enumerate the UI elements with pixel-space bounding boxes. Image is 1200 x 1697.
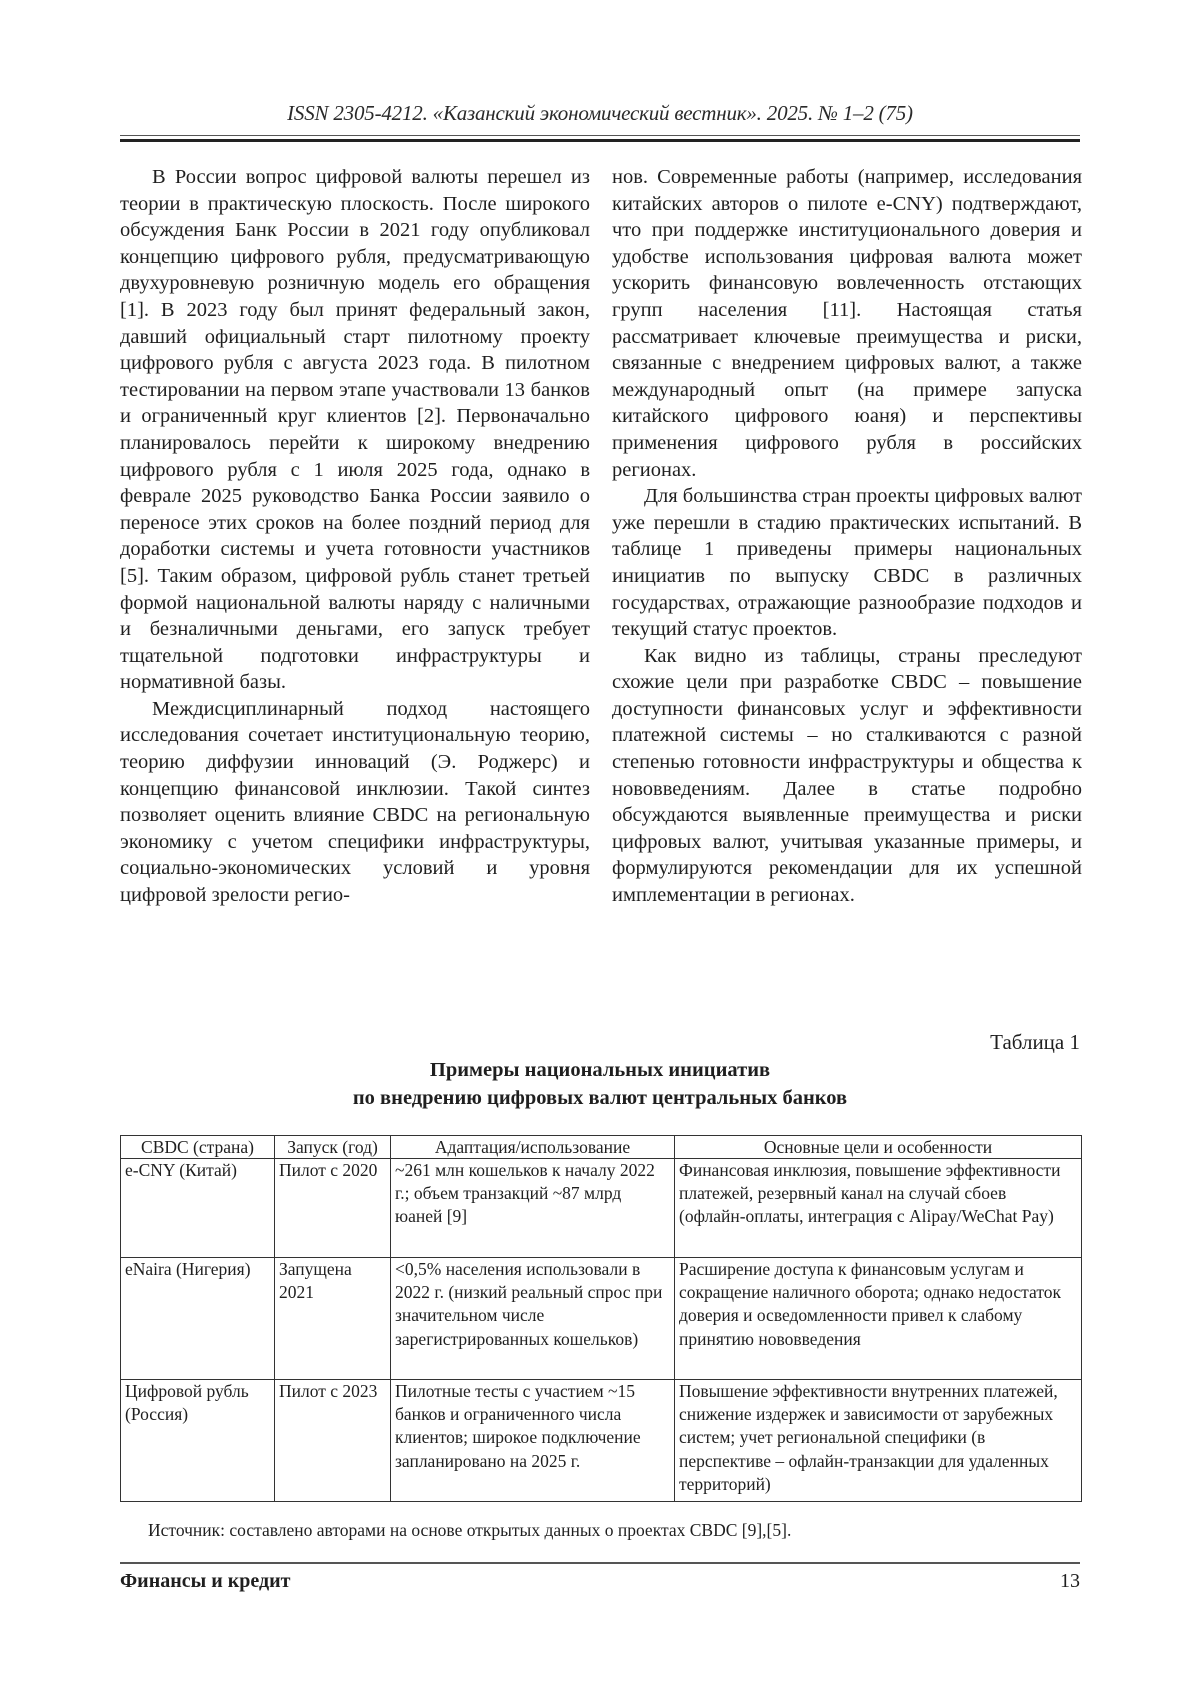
paragraph: нов. Современные работы (например, исследования китайских авторов о пилоте e-CNY) подтверждают, что при поддержке институционального доверия и удобстве использования цифровая валюта может ускорить финансовую вовлеченность отстающих групп населения [11]. Настоящая статья рассматривает ключевые преимущества и риски, связанные с внедрением цифровых валют, а также международный опыт (на примере запуска китайского цифрового юаня) и перспективы применения цифрового рубля в российских регионах. bbox=[612, 166, 1082, 481]
table-label: Таблица 1 bbox=[990, 1030, 1080, 1054]
column-header: CBDC (страна) bbox=[121, 1136, 275, 1159]
footer-section-title: Финансы и кредит bbox=[120, 1570, 291, 1592]
paragraph: Междисциплинарный подход настоящего исследования сочетает институциональную теорию, теорию диффузии инноваций (Э. Роджерс) и концепцию финансовой инклюзии. Такой синтез позволяет оценить влияние CBDC на региональную экономику с учетом специфики инфраструктуры, социально-экономических условий и уровня цифровой зрелости регио- bbox=[120, 697, 590, 907]
right-column bbox=[612, 164, 1082, 909]
header-rule bbox=[120, 135, 1080, 136]
table-cell: eNaira (Нигерия) bbox=[121, 1258, 275, 1380]
header-rule-thick bbox=[120, 139, 1080, 142]
column-header: Основные цели и особенности bbox=[675, 1136, 1082, 1159]
paragraph: Как видно из таблицы, страны преследуют схожие цели при разработке CBDC – повышение доступности финансовых услуг и эффективности платежной системы – но сталкиваются с разной степенью готовности инфраструктуры и общества к нововведениям. Далее в статье подробно обсуждаются выявленные преимущества и риски цифровых валют, учитывая указанные примеры, и формулируются рекомендации для их успешной имплементации в регионах. bbox=[612, 644, 1082, 907]
table-cell: Запущена 2021 bbox=[275, 1258, 391, 1380]
table-row bbox=[121, 1258, 1082, 1380]
table-cell: Пилот с 2023 bbox=[275, 1380, 391, 1502]
table-source-note: Источник: составлено авторами на основе открытых данных о проектах CBDC [9],[5]. bbox=[148, 1520, 792, 1540]
footer-rule bbox=[120, 1562, 1080, 1564]
table-title bbox=[120, 1056, 1080, 1112]
table-header-row bbox=[121, 1136, 1082, 1159]
table-cell: Финансовая инклюзия, повышение эффективности платежей, резервный канал на случай сбоев (офлайн-оплаты, интеграция с Alipay/WeChat Pay) bbox=[675, 1159, 1082, 1258]
table-cell: e-CNY (Китай) bbox=[121, 1159, 275, 1258]
left-column bbox=[120, 164, 590, 909]
table-row bbox=[121, 1380, 1082, 1502]
table-cell: Пилот с 2020 bbox=[275, 1159, 391, 1258]
table-cell: Расширение доступа к финансовым услугам и сокращение наличного оборота; однако недостаток доверия и осведомленности привел к слабому принятию нововведения bbox=[675, 1258, 1082, 1380]
page-number: 13 bbox=[1060, 1570, 1080, 1592]
table-cell: Повышение эффективности внутренних платежей, снижение издержек и зависимости от зарубежных систем; учет региональной специфики (в перспективе – офлайн-транзакции для удаленных территорий) bbox=[675, 1380, 1082, 1502]
running-head: ISSN 2305-4212. «Казанский экономический вестник». 2025. № 1–2 (75) bbox=[287, 101, 913, 125]
table-title-line: Примеры национальных инициатив bbox=[429, 1059, 771, 1081]
column-header: Адаптация/использование bbox=[391, 1136, 675, 1159]
column-header: Запуск (год) bbox=[275, 1136, 391, 1159]
paragraph: Для большинства стран проекты цифровых валют уже перешли в стадию практических испытаний. В таблице 1 приведены примеры национальных инициатив по выпуску CBDC в различных государствах, отражающие разнообразие подходов и текущий статус проектов. bbox=[612, 485, 1082, 641]
table-title-line: по внедрению цифровых валют центральных банков bbox=[352, 1087, 848, 1109]
table-cell: ~261 млн кошельков к началу 2022 г.; объем транзакций ~87 млрд юаней [9] bbox=[391, 1159, 675, 1258]
table-cell: Цифровой рубль (Россия) bbox=[121, 1380, 275, 1502]
table-cell: <0,5% населения использовали в 2022 г. (низкий реальный спрос при значительном числе зарегистрированных кошельков) bbox=[391, 1258, 675, 1380]
paragraph: В России вопрос цифровой валюты перешел из теории в практическую плоскость. После широкого обсуждения Банк России в 2021 году опубликовал концепцию цифрового рубля, предусматривающую двухуровневую розничную модель его обращения [1]. В 2023 году был принят федеральный закон, давший официальный старт пилотному проекту цифрового рубля с августа 2023 года. В пилотном тестировании на первом этапе участвовали 13 банков и ограниченный круг клиентов [2]. Первоначально планировалось перейти к широкому внедрению цифрового рубля с 1 июля 2025 года, однако в феврале 2025 руководство Банка России заявило о переносе этих сроков на более поздний период для доработки системы и учета готовности участников [5]. Таким образом, цифровой рубль станет третьей формой национальной валюты наряду с наличными и безналичными деньгами, его запуск требует тщательной подготовки инфраструктуры и нормативной базы. bbox=[120, 166, 590, 694]
cbdc-table bbox=[120, 1135, 1082, 1502]
table-row bbox=[121, 1159, 1082, 1258]
table-cell: Пилотные тесты с участием ~15 банков и ограниченного числа клиентов; широкое подключение запланировано на 2025 г. bbox=[391, 1380, 675, 1502]
